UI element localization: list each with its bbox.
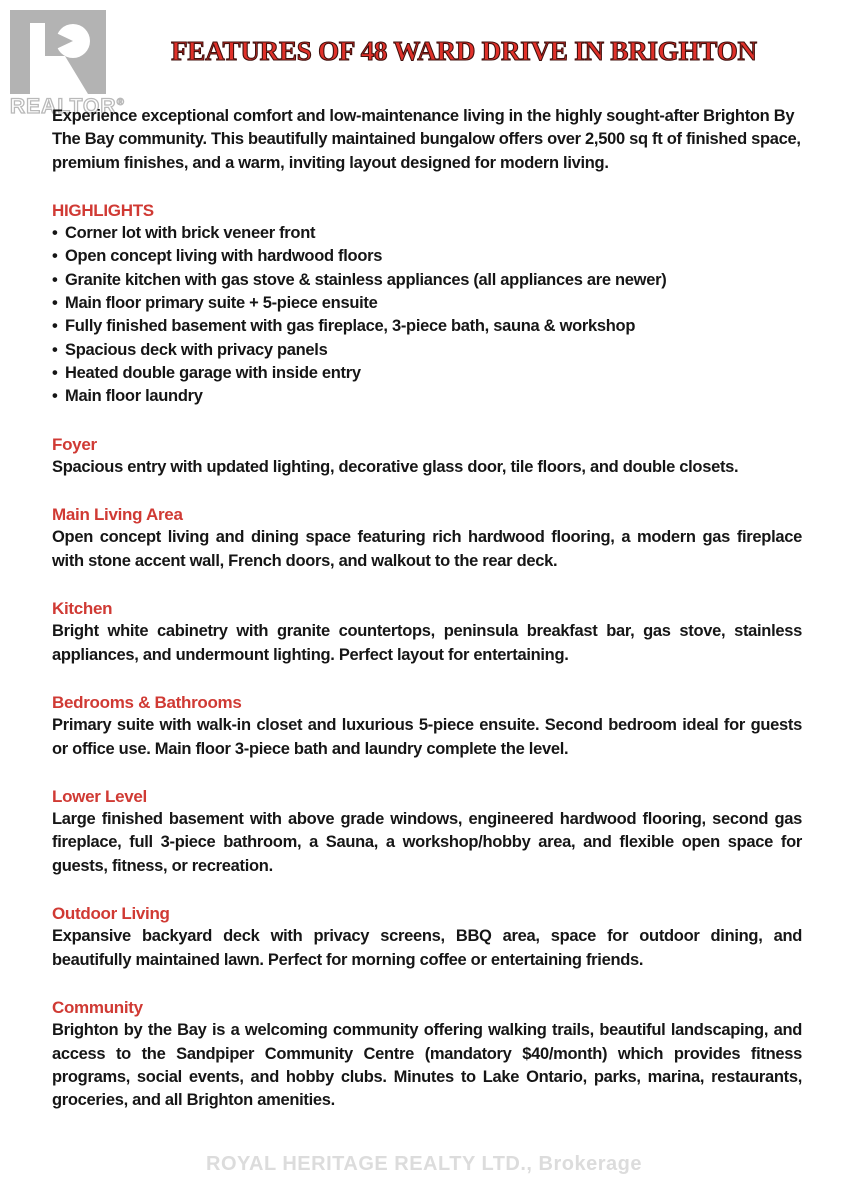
section-community [52, 996, 802, 1112]
section-outdoor-living [52, 902, 802, 972]
highlight-item: • Open concept living with hardwood floors [52, 245, 802, 268]
highlight-item: • Granite kitchen with gas stove & stainless appliances (all appliances are newer) [52, 269, 802, 292]
brokerage-watermark: ROYAL HERITAGE REALTY LTD., Brokerage [206, 1153, 642, 1175]
realtor-logo [10, 10, 125, 119]
section-heading: Bedrooms & Bathrooms [52, 692, 242, 712]
document-body [52, 105, 802, 1112]
section-highlights [52, 199, 802, 409]
realtor-block-r-icon [10, 10, 120, 94]
section-paragraph: Spacious entry with updated lighting, decorative glass door, tile floors, and double closets. [52, 457, 739, 476]
highlight-item: • Main floor primary suite + 5-piece ensuite [52, 292, 802, 315]
section-heading: Foyer [52, 434, 97, 454]
highlight-item: • Heated double garage with inside entry [52, 362, 802, 385]
section-main-living-area [52, 503, 802, 573]
highlights-list [52, 222, 802, 408]
section-heading: Lower Level [52, 786, 147, 806]
section-paragraph: Primary suite with walk-in closet and luxurious 5-piece ensuite. Second bedroom ideal for guests or office use. Main floor 3-piece bath and laundry complete the level. [52, 716, 802, 758]
section-paragraph: Bright white cabinetry with granite countertops, peninsula breakfast bar, gas stove, stainless appliances, and undermount lighting. Perfect layout for entertaining. [52, 622, 802, 664]
highlight-item: • Corner lot with brick veneer front [52, 222, 802, 245]
page-title: FEATURES OF 48 WARD DRIVE IN BRIGHTON [171, 36, 757, 66]
section-heading: Main Living Area [52, 505, 183, 525]
section-heading: Kitchen [52, 599, 113, 619]
section-heading: Community [52, 997, 143, 1017]
section-foyer [52, 433, 802, 480]
section-paragraph: Open concept living and dining space featuring rich hardwood flooring, a modern gas fireplace with stone accent wall, French doors, and walkout to the rear deck. [52, 528, 802, 570]
highlight-item: • Spacious deck with privacy panels [52, 339, 802, 362]
registered-trademark-icon: ® [116, 97, 125, 108]
highlight-item: • Fully finished basement with gas fireplace, 3-piece bath, sauna & workshop [52, 315, 802, 338]
section-paragraph: Large finished basement with above grade windows, engineered hardwood flooring, second gas fireplace, full 3-piece bathroom, a Sauna, a workshop/hobby area, and flexible open space for guests, fitness, or recreation. [52, 810, 802, 875]
section-heading: HIGHLIGHTS [52, 200, 154, 220]
section-heading: Outdoor Living [52, 904, 170, 924]
section-paragraph: Expansive backyard deck with privacy screens, BBQ area, space for outdoor dining, and beautifully maintained lawn. Perfect for morning coffee or entertaining friends. [52, 927, 802, 969]
intro-paragraph: Experience exceptional comfort and low-maintenance living in the highly sought-after Brighton By The Bay community. This beautifully maintained bungalow offers over 2,500 sq ft of finished space, premium finishes, and a warm, inviting layout designed for modern living. [52, 107, 801, 172]
section-lower-level [52, 785, 802, 878]
section-kitchen [52, 597, 802, 667]
realtor-logo-label: REALTOR® [10, 95, 125, 118]
highlight-item: • Main floor laundry [52, 385, 802, 408]
section-paragraph: Brighton by the Bay is a welcoming community offering walking trails, beautiful landscaping, and access to the Sandpiper Community Centre (mandatory $40/month) which provides fitness programs, social events, and hobby clubs. Minutes to Lake Ontario, parks, marina, restaurants, groceries, and all Brighton amenities. [52, 1021, 802, 1110]
section-bedrooms-bathrooms [52, 691, 802, 761]
